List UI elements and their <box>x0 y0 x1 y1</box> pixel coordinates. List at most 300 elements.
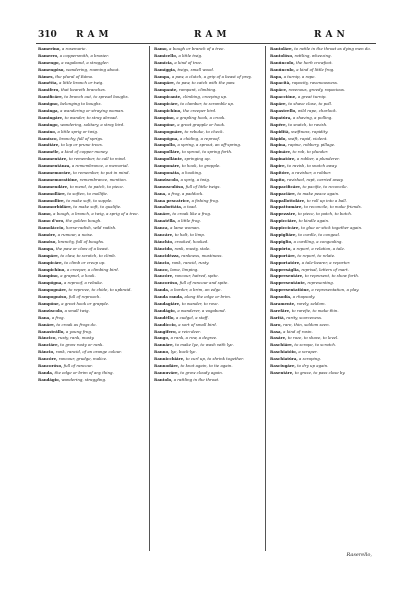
entry-definition: branchy, full of sprigs. <box>59 135 104 141</box>
entry-headword: Rampognóso, <box>38 294 68 300</box>
entry-headword: Rammollíre, <box>38 197 65 203</box>
dictionary-entry <box>154 232 262 237</box>
entry-definition: to reconcile, to make friends. <box>304 204 362 210</box>
entry-definition: a little branch or twig. <box>59 80 104 86</box>
entry-headword: Rampollánte, <box>154 156 184 162</box>
entry-definition: a great turnip. <box>297 94 327 100</box>
dictionary-entry <box>154 136 262 141</box>
entry-headword: Ráncio, <box>38 349 55 355</box>
entry-headword: Raschiatóio, <box>270 349 298 355</box>
entry-definition: to graze, to pass close by. <box>294 369 346 375</box>
dictionary-entry <box>154 101 262 106</box>
entry-definition: to make peace again. <box>297 190 340 196</box>
entry-headword: Ramétta, <box>38 80 58 86</box>
dictionary-entry <box>270 363 376 368</box>
entry-definition: to croak as frogs do. <box>56 321 97 327</box>
entry-headword: Rampáre, <box>38 252 60 258</box>
entry-definition: to climb or creep up. <box>64 259 106 265</box>
dictionary-entry <box>154 163 262 168</box>
entry-definition: climbing, creeping up. <box>182 94 228 100</box>
dictionary-entry <box>154 184 262 189</box>
entry-headword: Rappezzáre, <box>270 211 297 217</box>
dictionary-entry <box>38 94 146 99</box>
entry-definition: rank, rancid, of an orange colour. <box>55 349 122 355</box>
entry-headword: Randágio, <box>38 376 61 382</box>
dictionary-entry <box>270 211 376 216</box>
entry-headword: Rapére, <box>270 121 287 127</box>
entry-headword: Ramicello, <box>154 52 178 58</box>
entry-headword: Ramigno, <box>38 101 59 107</box>
dictionary-page <box>36 28 376 558</box>
dictionary-entry <box>38 170 146 175</box>
dictionary-entry <box>270 149 376 154</box>
entry-definition: rancour, hatred, spite. <box>174 273 219 279</box>
entry-definition: to hook, to grapple. <box>181 163 221 169</box>
dictionary-entry <box>154 342 262 347</box>
entry-headword: Randíccio, <box>154 321 178 327</box>
entry-definition: rampant, climbing. <box>178 87 217 93</box>
entry-definition: remembrance, mention. <box>79 176 127 182</box>
dictionary-entry <box>154 198 262 203</box>
entry-definition: to rattle in the throat as dying men do. <box>294 46 371 51</box>
entry-headword: Rancidézza, <box>154 252 181 258</box>
dictionary-entry <box>270 198 376 203</box>
dictionary-entry <box>270 122 376 127</box>
entry-headword: Rapaccióne, <box>270 94 297 100</box>
dictionary-entry <box>154 46 262 51</box>
dictionary-entry <box>270 329 376 334</box>
entry-definition: to lop or prune trees. <box>60 142 103 148</box>
entry-headword: Ramo, <box>154 46 168 51</box>
entry-headword: Rapíre, <box>270 163 286 169</box>
entry-headword: Rappiglio, <box>270 238 293 244</box>
dictionary-entry <box>38 129 146 134</box>
entry-definition: a great grapple or hook. <box>177 121 226 127</box>
entry-definition: rank, rancid, rusty. <box>171 259 210 265</box>
entry-columns <box>36 46 376 551</box>
entry-headword: Rammemoráre, <box>38 170 72 176</box>
dictionary-entry <box>270 191 376 196</box>
entry-headword: Rannáre, <box>154 342 174 348</box>
entry-definition: to make soft, to qualifie. <box>73 204 122 210</box>
dictionary-entry <box>154 142 262 147</box>
entry-definition: a sprig, a twig. <box>180 176 211 182</box>
entry-definition: rarely, seldom. <box>296 300 326 306</box>
entry-headword: Ranno, <box>154 349 170 355</box>
entry-headword: Rapáce, <box>270 87 288 93</box>
dictionary-entry <box>270 301 376 306</box>
entry-headword: Ramíno, <box>38 128 57 134</box>
dictionary-entry <box>270 163 376 168</box>
entry-definition: to remember, to put in mind. <box>72 170 130 176</box>
entry-headword: Rampa, <box>38 245 55 251</box>
entry-headword: Ráncido, <box>154 245 174 251</box>
dictionary-entry <box>38 108 146 113</box>
entry-definition: ravished, rapt, carried away. <box>287 176 344 182</box>
entry-definition: the edge or brim of any thing. <box>54 369 114 375</box>
entry-headword: Rammorbidáre, <box>38 204 73 210</box>
entry-definition: a spring, a sprout, an off-spring. <box>177 142 242 148</box>
entry-definition: full of little twigs. <box>185 183 221 189</box>
entry-definition: a rattling in the throat. <box>173 376 220 382</box>
entry-definition: to snatch, to ravish. <box>288 121 328 127</box>
entry-definition: a kind of tree. <box>174 59 203 65</box>
dictionary-entry <box>154 315 262 320</box>
entry-headword: Ramóre, <box>38 232 57 238</box>
entry-definition: to kindle again. <box>298 218 330 224</box>
dictionary-entry <box>154 294 262 299</box>
dictionary-entry <box>38 287 146 292</box>
entry-definition: a representation, a play. <box>311 287 360 293</box>
catchword: Raserello, <box>346 552 372 558</box>
dictionary-entry <box>38 301 146 306</box>
entry-headword: Rantoláre, <box>270 46 293 51</box>
column-3 <box>270 46 376 551</box>
dictionary-entry <box>270 142 376 147</box>
entry-headword: Ranáre, <box>154 211 172 217</box>
entry-definition: rapacity, ravenousness. <box>291 80 339 86</box>
entry-headword: Rampógna, <box>38 280 63 286</box>
entry-definition: to glue or stick together again. <box>301 225 363 231</box>
entry-headword: Rancáre, <box>154 232 174 238</box>
entry-definition: a scraper. <box>298 349 318 355</box>
entry-headword: Rampicante, <box>154 94 182 100</box>
entry-definition: a bough, a branch, a twig, a sprig of a tree. <box>53 211 139 217</box>
entry-headword: Rannicchiáre, <box>154 356 185 362</box>
dictionary-entry <box>270 287 376 292</box>
entry-definition: the paw or claw of a beast. <box>55 245 110 251</box>
entry-definition: a report, a relation, a tale. <box>292 245 346 251</box>
entry-headword: Rappattumáre, <box>270 204 303 210</box>
dictionary-entry <box>154 287 262 292</box>
entry-definition: a grapling hook, a crook. <box>176 114 226 120</box>
column-1 <box>38 46 146 551</box>
entry-definition: a rumour, a noise. <box>57 232 94 238</box>
dictionary-entry <box>154 211 262 216</box>
entry-headword: Ramusculóso, <box>154 183 185 189</box>
entry-headword: Ranatélla, <box>154 218 177 224</box>
entry-headword: Rappreságlia, <box>270 266 301 272</box>
entry-headword: Ramponáre, <box>154 163 181 169</box>
entry-definition: the plural of Rámo. <box>55 73 94 79</box>
entry-headword: Ramponáta, <box>154 170 181 176</box>
entry-headword: Rana, <box>38 314 51 320</box>
entry-headword: Rampichino, <box>154 108 182 114</box>
entry-definition: full of reproach. <box>68 294 101 300</box>
entry-headword: Rasentáre, <box>270 369 294 375</box>
entry-headword: Randágio, <box>154 307 177 313</box>
entry-definition: a great hook or grapple. <box>61 300 110 306</box>
dictionary-entry <box>154 301 262 306</box>
dictionary-entry <box>270 156 376 161</box>
entry-headword: Ranastrállo, <box>38 328 65 334</box>
entry-headword: Rappresentáre, <box>270 273 304 279</box>
entry-headword: Raschiáre, <box>270 342 294 348</box>
entry-headword: Rapa, <box>270 73 283 79</box>
dictionary-entry <box>270 253 376 258</box>
entry-headword: Rapportáre, <box>270 252 297 258</box>
entry-headword: Rangifero, <box>154 328 178 334</box>
entry-definition: to grow cloudy again. <box>180 369 223 375</box>
dictionary-entry <box>38 67 146 72</box>
running-header <box>36 28 376 42</box>
entry-headword: Rampicáre, <box>38 259 63 265</box>
entry-headword: Ramóso, <box>38 238 57 244</box>
entry-definition: a little frog. <box>177 218 201 224</box>
dictionary-entry <box>270 349 376 354</box>
dictionary-entry <box>270 239 376 244</box>
entry-definition: the herb crowfoot. <box>295 59 333 65</box>
dictionary-entry <box>154 67 262 72</box>
entry-definition: to wander, to rove. <box>181 300 219 306</box>
dictionary-entry <box>154 335 262 340</box>
entry-definition: rarity, scarceness. <box>286 314 323 320</box>
dictionary-entry <box>270 356 376 361</box>
entry-headword: Randa, <box>154 287 170 293</box>
dictionary-entry <box>38 370 146 375</box>
dictionary-entry <box>154 349 262 354</box>
dictionary-entry <box>38 225 146 230</box>
entry-headword: Raschiatúra, <box>270 356 298 362</box>
entry-definition: a paw, a clutch, a grip of a beast of prey. <box>171 73 252 79</box>
dictionary-entry <box>270 294 376 299</box>
dictionary-entry <box>270 308 376 313</box>
entry-definition: the creeper bird. <box>182 108 217 114</box>
dictionary-entry <box>38 356 146 361</box>
dictionary-entry <box>38 142 146 147</box>
entry-headword: Rapsodía, <box>270 294 292 300</box>
dictionary-entry <box>154 273 262 278</box>
dictionary-entry <box>154 60 262 65</box>
dictionary-entry <box>270 335 376 340</box>
entry-definition: a kind of rosin. <box>283 328 313 334</box>
entry-definition: a wandering or straying woman. <box>60 108 125 114</box>
entry-definition: a creeper, a climbing bird. <box>66 266 119 272</box>
entry-definition: swift, rapid, violent. <box>287 135 328 141</box>
entry-headword: Rampante, <box>154 87 178 93</box>
entry-definition: rankness, mustiness. <box>181 252 223 258</box>
dictionary-entry <box>38 204 146 209</box>
entry-headword: Rancóre, <box>154 273 174 279</box>
entry-definition: to report, to relate. <box>297 252 336 258</box>
entry-definition: a chiding, a reproof. <box>179 135 220 141</box>
entry-definition: to raze, to shave, to level. <box>287 335 339 341</box>
entry-headword: Ramméle, <box>38 149 60 155</box>
dictionary-entry <box>154 356 262 361</box>
dictionary-entry <box>154 308 262 313</box>
entry-definition: a vagabond, a straggler. <box>61 59 109 65</box>
entry-headword: Rammentáre, <box>38 156 68 162</box>
entry-definition: a rhapsody. <box>292 294 316 300</box>
dictionary-entry <box>38 122 146 127</box>
entry-definition: to rebuke, to check. <box>184 128 224 134</box>
entry-headword: Rancóre, <box>38 356 58 362</box>
entry-definition: lame, limping. <box>170 266 199 272</box>
entry-definition: a reproof, a rebuke. <box>63 280 104 286</box>
entry-definition: to rob, to plunder. <box>292 149 329 155</box>
dictionary-entry <box>154 363 262 368</box>
entry-headword: Rappórto, <box>270 245 292 251</box>
entry-definition: to branch out, to spread boughs. <box>64 94 129 100</box>
entry-headword: Rammentánza, <box>38 163 71 169</box>
entry-definition: swiftness, rapidity. <box>291 128 329 134</box>
entry-definition: rapine, robbery, pillage. <box>288 142 336 148</box>
dictionary-entry <box>38 46 146 51</box>
entry-definition: wandering, solitary, a stray bird. <box>60 121 125 127</box>
entry-definition: a cudgel, a staff. <box>176 314 209 320</box>
dictionary-entry <box>270 129 376 134</box>
guide-word-center: RAM <box>194 30 231 40</box>
entry-definition: a scraping. <box>299 356 321 362</box>
entry-headword: Rampa, <box>154 73 171 79</box>
column-divider-2 <box>265 46 266 551</box>
dictionary-entry <box>38 198 146 203</box>
entry-definition: to roll up into a ball. <box>306 197 347 203</box>
entry-headword: Rampógna, <box>154 135 179 141</box>
entry-definition: full of rancour. <box>63 362 93 368</box>
entry-headword: Ramo d'oro, <box>38 218 65 224</box>
entry-definition: to croak like a frog. <box>172 211 212 217</box>
entry-headword: Rapáre, <box>270 101 287 107</box>
entry-definition: to dry up again. <box>297 362 329 368</box>
entry-definition: full of rancour and spite. <box>179 280 229 286</box>
entry-headword: Rapastrello, <box>270 108 297 114</box>
dictionary-entry <box>270 267 376 272</box>
entry-headword: Rampino, <box>38 273 59 279</box>
dictionary-entry <box>38 377 146 382</box>
entry-definition: a sort of small bird. <box>178 321 217 327</box>
dictionary-entry <box>154 80 262 85</box>
entry-headword: Rantolóso, <box>270 52 294 58</box>
dictionary-entry <box>270 273 376 278</box>
dictionary-entry <box>38 349 146 354</box>
dictionary-entry <box>270 184 376 189</box>
dictionary-entry <box>154 149 262 154</box>
dictionary-entry <box>154 170 262 175</box>
dictionary-entry <box>38 60 146 65</box>
dictionary-entry <box>38 191 146 196</box>
entry-headword: Ranco, <box>154 266 169 272</box>
entry-headword: Rampognáre, <box>38 287 68 293</box>
entry-headword: Ramo, <box>38 211 52 217</box>
header-rule <box>36 43 376 44</box>
entry-headword: Ramerro, <box>38 52 59 58</box>
entry-definition: ravenous, greedy, rapacious. <box>288 87 346 93</box>
dictionary-entry <box>270 136 376 141</box>
entry-definition: to curl up, to shrink together. <box>185 356 244 362</box>
entry-definition: rancour, grudge, malice. <box>58 356 108 362</box>
entry-headword: Rampóne, <box>38 300 60 306</box>
dictionary-entry <box>154 177 262 182</box>
entry-headword: Ranabottáta, <box>154 204 183 210</box>
dictionary-entry <box>38 53 146 58</box>
dictionary-entry <box>270 115 376 120</box>
entry-definition: twigs, small wood. <box>177 66 215 72</box>
entry-headword: Ramícia, <box>154 59 174 65</box>
entry-definition: a turnip, a rape. <box>283 73 316 79</box>
entry-headword: Rannuváre, <box>154 369 179 375</box>
dictionary-entry <box>270 60 376 65</box>
dictionary-entry <box>38 101 146 106</box>
dictionary-entry <box>270 204 376 209</box>
entry-definition: a robber, a plunderer. <box>296 156 340 162</box>
entry-headword: Rampichino, <box>38 266 66 272</box>
entry-definition: wandering, roaming about. <box>65 66 120 72</box>
dictionary-entry <box>38 315 146 320</box>
dictionary-entry <box>270 80 376 85</box>
entry-headword: Ramingo, <box>38 121 59 127</box>
dictionary-entry <box>270 246 376 251</box>
entry-definition: rare, thin, seldom seen. <box>283 321 330 327</box>
entry-headword: Rarità, <box>270 314 286 320</box>
entry-headword: Raminga, <box>38 108 59 114</box>
dictionary-entry <box>270 94 376 99</box>
dictionary-entry <box>38 177 146 182</box>
entry-headword: Ramifero, <box>38 87 60 93</box>
entry-headword: Ranúnculo, <box>270 66 295 72</box>
entry-headword: Rappaciáre, <box>270 190 297 196</box>
entry-definition: rusty, rank, musty. <box>58 335 95 341</box>
entry-headword: Rasciugáre, <box>270 362 296 368</box>
entry-headword: Ránchio, <box>154 238 174 244</box>
dictionary-entry <box>38 260 146 265</box>
entry-headword: Raro, <box>270 321 282 327</box>
entry-headword: Rampicáre, <box>154 101 179 107</box>
entry-definition: a young frog. <box>65 328 93 334</box>
dictionary-entry <box>38 342 146 347</box>
entry-headword: Randagiáre, <box>154 300 181 306</box>
entry-headword: Rapináre, <box>270 149 292 155</box>
entry-headword: Rapacità, <box>270 80 291 86</box>
entry-headword: Ramísco, <box>38 135 58 141</box>
dictionary-entry <box>38 363 146 368</box>
dictionary-entry <box>270 101 376 106</box>
entry-headword: Rampolláre, <box>154 149 181 155</box>
dictionary-entry <box>270 74 376 79</box>
dictionary-entry <box>270 280 376 285</box>
dictionary-entry <box>270 315 376 320</box>
entry-headword: Rapidità, <box>270 128 290 134</box>
dictionary-entry <box>154 122 262 127</box>
dictionary-entry <box>154 246 262 251</box>
entry-definition: a wanderer, a vagabond. <box>177 307 226 313</box>
dictionary-entry <box>38 136 146 141</box>
entry-definition: a kind of little frog. <box>296 66 335 72</box>
entry-definition: to shave close, to poll. <box>288 101 333 107</box>
entry-headword: Ranca, <box>154 225 169 231</box>
entry-headword: Rappacificáre, <box>270 183 302 189</box>
entry-definition: a border, a brim, an edge. <box>170 287 222 293</box>
dictionary-entry <box>38 246 146 251</box>
entry-headword: Rampáre, <box>154 80 176 86</box>
entry-headword: Ramúscolo, <box>38 307 64 313</box>
dictionary-entry <box>154 239 262 244</box>
page-number: 310 <box>38 30 57 40</box>
dictionary-entry <box>154 108 262 113</box>
dictionary-entry <box>38 273 146 278</box>
dictionary-entry <box>154 225 262 230</box>
entry-definition: to ravish, to snatch away. <box>287 163 338 169</box>
entry-definition: a hooking. <box>181 170 203 176</box>
entry-headword: Rappresentánte, <box>270 280 307 286</box>
dictionary-entry <box>270 225 376 230</box>
entry-headword: Ráncio, <box>154 259 171 265</box>
entry-headword: Rapportatóre, <box>270 259 301 265</box>
dictionary-entry <box>154 253 262 258</box>
entry-headword: Ramíggia, <box>154 66 177 72</box>
dictionary-entry <box>270 177 376 182</box>
entry-definition: that beareth branches. <box>60 87 107 93</box>
